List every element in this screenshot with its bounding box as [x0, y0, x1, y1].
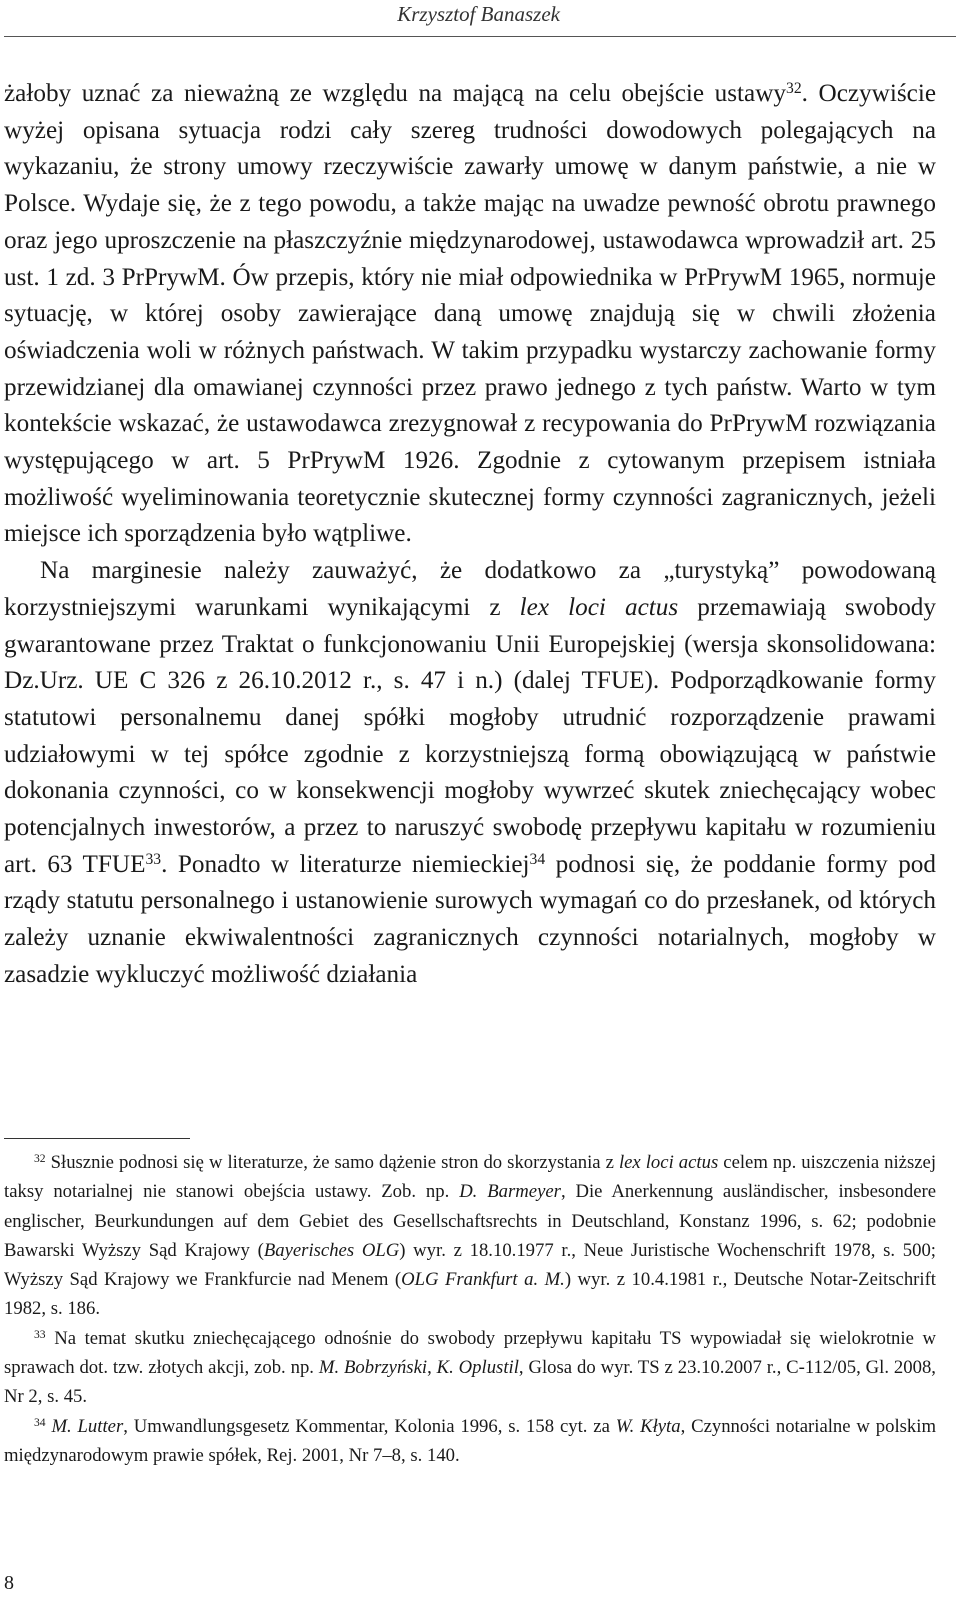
text-segment: żałoby uznać za nieważną ze względu na mającą na celu obejście ustawy	[4, 80, 787, 107]
footnote-ref-33[interactable]: 33	[145, 850, 162, 868]
text-segment: . Ponadto w literaturze niemieckiej	[161, 850, 530, 878]
footnote-33	[4, 1324, 936, 1412]
author-name: D. Barmeyer	[459, 1181, 561, 1203]
footnote-ref-34[interactable]: 34	[529, 850, 546, 868]
text-segment: podnosi się, że poddanie formy pod rządy statutu personalnego i ustanowienie surowych wymagań co do przesłanek, od których zależy uznanie ekwiwalentności zagranicznych czynności notarialnych, mogłoby w zasadzie wykluczyć możliwość działania	[4, 850, 936, 988]
header-divider	[4, 36, 956, 37]
footnote-ref-32[interactable]: 32	[786, 80, 802, 98]
footnote-number: 32	[34, 1152, 46, 1166]
footnote-text: ) wyr. z 18.10.1977 r., Neue Juristische Wochenschrift 1978, s. 500; Wyższy Sąd Krajowy we Frankfurcie nad Menem (	[4, 1239, 936, 1291]
footnote-text: Słusznie podnosi się w literaturze, że samo dążenie stron do skorzystania z	[45, 1152, 619, 1173]
footnote-34	[4, 1412, 936, 1471]
text-segment: Na marginesie należy zauważyć, że dodatkowo za „turystyką” powodowaną korzystniejszymi warunkami wynikającymi z	[4, 557, 936, 621]
footnote-32	[4, 1148, 936, 1324]
main-text	[4, 76, 936, 994]
footnote-text: , Die Anerkennung ausländischer, insbesondere englischer, Beurkundungen auf dem Gebiet des Gesellschaftsrechts in Deutschland, Konstanz 1996, s. 62; podobnie Bawarski Wyższy Sąd Krajowy (	[4, 1181, 937, 1261]
footnote-text: , Umwandlungsgesetz Kommentar, Kolonia 1996, s. 158 cyt. za	[123, 1415, 616, 1437]
author-name: M. Lutter	[51, 1415, 124, 1437]
page-number: 8	[4, 1572, 14, 1594]
footnote-number: 33	[34, 1327, 46, 1341]
footnotes-section	[4, 1148, 936, 1470]
court-name: Bayerisches OLG	[263, 1239, 400, 1261]
footnote-divider	[4, 1138, 190, 1139]
author-name: W. Kłyta	[615, 1415, 681, 1437]
footnote-text: ) wyr. z 10.4.1981 r., Deutsche Notar-Zeitschrift 1982, s. 186.	[4, 1269, 936, 1320]
footnote-text: , Glosa do wyr. TS z 23.10.2007 r., C-112/05, Gl. 2008, Nr 2, s. 45.	[4, 1357, 936, 1408]
footnote-text: , Czynności notarialne w polskim międzynarodowym prawie spółek, Rej. 2001, Nr 7–8, s. 140.	[4, 1415, 936, 1466]
author-name: K. Oplustil	[436, 1357, 519, 1379]
italic-term: lex loci actus	[519, 593, 679, 621]
footnote-text: celem np. uiszczenia niższej taksy notarialnej nie stanowi obejścia ustawy. Zob. np.	[4, 1152, 937, 1203]
footnote-text: Na temat skutku zniechęcającego odnośnie do swobody przepływu kapitału TS wypowiadał się wielokrotnie w sprawach dot. tzw. złotych akcji, zob. np.	[4, 1327, 936, 1379]
running-header: Krzysztof Banaszek	[397, 2, 560, 26]
court-name: OLG Frankfurt a. M.	[401, 1269, 565, 1291]
footnote-number: 34	[34, 1415, 46, 1429]
paragraph-1	[4, 76, 936, 553]
paragraph-2	[4, 553, 936, 993]
text-segment: . Oczywiście wyżej opisana sytuacja rodzi cały szereg trudności dowodowych polegających na wykazaniu, że strony umowy rzeczywiście zawarły umowę w danym państwie, a nie w Polsce. Wydaje się, że z tego powodu, a także mając na uwadze pewność obrotu prawnego oraz jego uproszczenie na płaszczyźnie międzynarodowej, ustawodawca wprowadził art. 25 ust. 1 zd. 3 PrPrywM. Ów przepis, który nie miał odpowiednika w PrPrywM 1965, normuje sytuację, w której osoby zawierające daną umowę znajdują się w chwili złożenia oświadczenia woli w różnych państwach. W takim przypadku wystarczy zachowanie formy przewidzianej dla omawianej czynności przez prawo jednego z tych państw. Warto w tym kontekście wskazać, że ustawodawca zrezygnował z recypowania do PrPrywM rozwiązania występującego w art. 5 PrPrywM 1926. Zgodnie z cytowanym przepisem istniała możliwość wyeliminowania teoretycznie skutecznej formy czynności zagranicznych, jeżeli miejsce ich sporządzenia było wątpliwe.	[4, 80, 937, 548]
footnote-text: ,	[427, 1357, 437, 1379]
italic-term: lex loci actus	[618, 1152, 719, 1173]
text-segment: przemawiają swobody gwarantowane przez Traktat o funkcjonowaniu Unii Europejskiej (wersja skonsolidowana: Dz.Urz. UE C 326 z 26.10.2012 r., s. 47 i n.) (dalej TFUE). Podporządkowanie formy statutowi personalnemu danej spółki mogłoby utrudnić rozporządzenie prawami udziałowymi w tej spółce zgodnie z korzystniejszą formą obowiązującą w państwie dokonania czynności, co w konsekwencji mogłoby wywrzeć skutek zniechęcający wobec potencjalnych inwestorów, a przez to naruszyć swobodę przepływu kapitału w rozumieniu art. 63 TFUE	[4, 593, 936, 878]
author-name: M. Bobrzyński	[318, 1357, 428, 1379]
